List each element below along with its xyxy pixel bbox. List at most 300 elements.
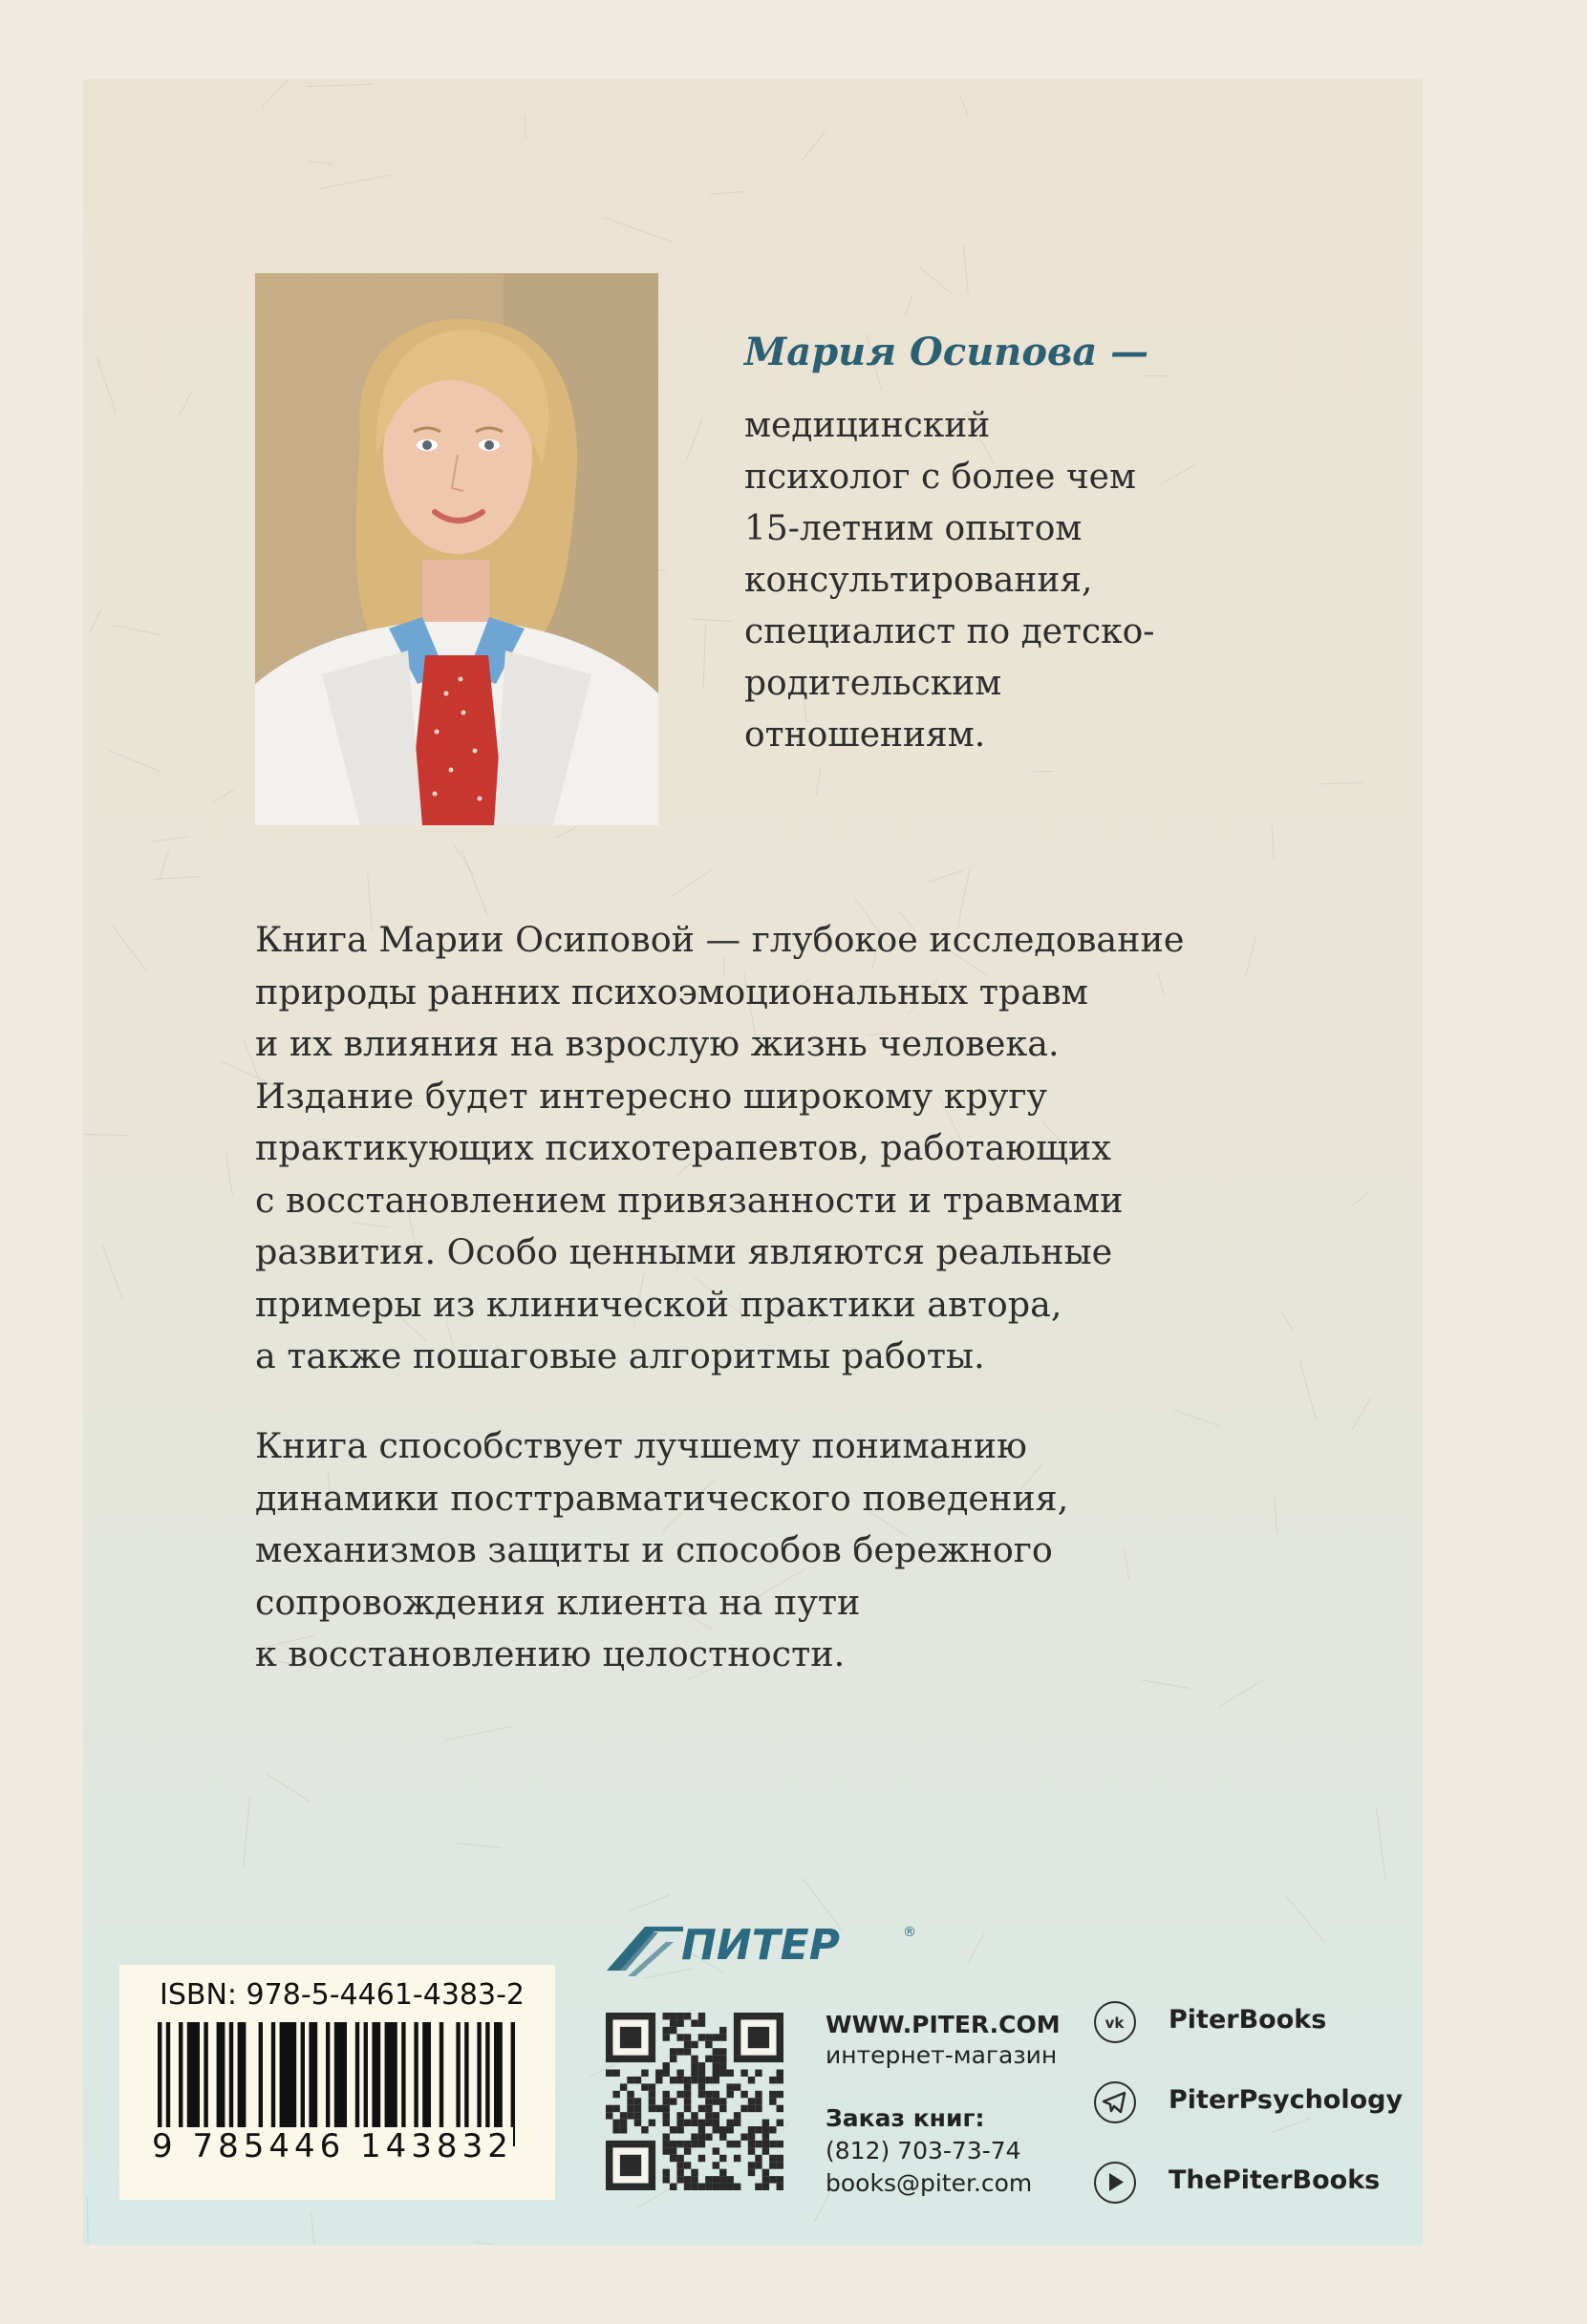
qr-module	[691, 2184, 697, 2190]
qr-module	[719, 2184, 726, 2190]
qr-module	[713, 2162, 719, 2168]
paper-fiber	[151, 836, 190, 842]
paper-fiber	[554, 826, 576, 838]
qr-module	[612, 2120, 619, 2126]
qr-module	[676, 2141, 683, 2147]
qr-module	[705, 2105, 712, 2112]
bio-line: 15-летним опытом	[744, 509, 1083, 548]
paper-fiber	[1142, 375, 1170, 376]
qr-module	[641, 2126, 648, 2133]
qr-module	[698, 2141, 705, 2147]
paper-fiber	[262, 79, 305, 108]
paper-fiber	[109, 750, 160, 772]
qr-module	[769, 2141, 776, 2147]
qr-module	[698, 2184, 705, 2190]
order-label: Заказ книг:	[826, 2104, 985, 2132]
qr-module	[713, 2091, 719, 2098]
qr-module	[663, 2013, 670, 2019]
qr-module	[740, 2105, 747, 2112]
qr-module	[719, 2126, 726, 2133]
paper-fiber	[1376, 1809, 1386, 1881]
qr-module	[691, 2077, 697, 2083]
qr-module	[698, 2019, 705, 2026]
qr-module	[649, 2083, 655, 2090]
qr-module	[691, 2041, 697, 2048]
qr-module	[705, 2120, 712, 2126]
qr-module	[684, 2105, 691, 2112]
text-line: к восстановлению целостности.	[255, 1633, 846, 1674]
qr-module	[676, 2126, 683, 2133]
qr-module	[698, 2091, 705, 2098]
qr-module	[713, 2126, 719, 2133]
paper-fiber	[802, 131, 826, 160]
qr-module	[755, 2098, 761, 2104]
qr-module	[627, 2098, 633, 2104]
qr-module	[663, 2147, 670, 2154]
qr-module	[713, 2077, 719, 2083]
qr-module	[698, 2133, 705, 2140]
text-line: практикующих психотерапевтов, работающих	[255, 1127, 1111, 1168]
paper-fiber	[97, 357, 117, 414]
paper-fiber	[1319, 782, 1362, 784]
qr-module	[713, 2176, 719, 2183]
qr-module	[634, 2077, 641, 2083]
qr-module	[663, 2120, 670, 2126]
qr-module	[777, 2077, 783, 2083]
qr-module	[684, 2013, 691, 2019]
social-youtube-label[interactable]: ThePiterBooks	[1169, 2165, 1381, 2195]
qr-module	[734, 2184, 740, 2190]
qr-module	[762, 2126, 769, 2133]
qr-module	[719, 2176, 726, 2183]
paper-fiber	[1285, 1894, 1325, 1943]
qr-module	[684, 2041, 691, 2048]
paper-fiber	[319, 174, 391, 188]
paper-fiber	[457, 1843, 502, 1848]
qr-module	[777, 2155, 783, 2162]
text-line: природы ранних психоэмоциональных травм	[255, 970, 1088, 1013]
paper-fiber	[244, 1797, 251, 1867]
qr-module	[627, 2077, 633, 2083]
paper-fiber	[918, 267, 952, 294]
text-line: с восстановлением привязанности и травмами	[255, 1179, 1124, 1221]
website-link[interactable]: WWW.PITER.COM	[826, 2011, 1061, 2038]
registered-mark: ®	[903, 1925, 916, 1940]
paper-fiber	[685, 418, 703, 462]
qr-module	[777, 2176, 783, 2183]
youtube-icon[interactable]	[1094, 2162, 1136, 2204]
qr-module	[691, 2141, 697, 2147]
qr-module	[705, 2098, 712, 2104]
qr-module	[691, 2169, 697, 2176]
qr-module	[762, 2184, 769, 2190]
qr-module	[670, 2147, 676, 2154]
qr-module	[762, 2176, 769, 2183]
qr-module	[748, 2098, 755, 2104]
paper-fiber	[672, 868, 714, 897]
qr-module	[634, 2112, 641, 2119]
qr-module	[698, 2034, 705, 2040]
qr-module	[691, 2019, 697, 2026]
qr-module	[713, 2120, 719, 2126]
paper-fiber	[968, 1934, 984, 1963]
qr-module	[734, 2112, 740, 2119]
phone-number[interactable]: (812) 703-73-74	[826, 2137, 1021, 2164]
qr-module	[769, 2162, 776, 2168]
qr-module	[762, 2169, 769, 2176]
bio-line: медицинский	[744, 406, 991, 445]
paper-fiber	[113, 625, 160, 635]
qr-module	[740, 2070, 747, 2077]
paper-fiber	[445, 1726, 512, 1740]
qr-module	[649, 2120, 655, 2126]
qr-module	[620, 2083, 627, 2090]
qr-module	[684, 2141, 691, 2147]
paper-fiber	[225, 1154, 233, 1197]
qr-module	[620, 2120, 627, 2126]
paper-fiber	[311, 2213, 316, 2245]
paper-fiber	[309, 160, 332, 164]
bio-line: специалист по детско-	[744, 612, 1155, 651]
paper-fiber	[102, 1244, 124, 1300]
qr-module	[670, 2141, 676, 2147]
paper-fiber	[928, 870, 962, 883]
qr-module	[777, 2105, 783, 2112]
qr-module	[705, 2034, 712, 2040]
qr-module	[713, 2062, 719, 2069]
qr-module	[748, 2169, 755, 2176]
qr-module	[627, 2112, 633, 2119]
qr-module	[755, 2126, 761, 2133]
qr-module	[691, 2133, 697, 2140]
qr-module	[663, 2098, 670, 2104]
qr-module	[684, 2176, 691, 2183]
qr-module	[740, 2133, 747, 2140]
email-link[interactable]: books@piter.com	[826, 2169, 1033, 2197]
qr-module	[670, 2184, 676, 2190]
qr-module	[748, 2147, 755, 2154]
qr-module	[777, 2141, 783, 2147]
isbn-label: ISBN: 978-5-4461-4383-2	[160, 1978, 525, 2012]
qr-module	[620, 2126, 627, 2133]
qr-module	[762, 2133, 769, 2140]
qr-module	[698, 2120, 705, 2126]
qr-module	[748, 2133, 755, 2140]
social-vk-label[interactable]: PiterBooks	[1169, 2005, 1327, 2035]
qr-module	[676, 2112, 683, 2119]
qr-module	[705, 2133, 712, 2140]
qr-module	[606, 2105, 612, 2112]
qr-module	[634, 2098, 641, 2104]
qr-module	[698, 2013, 705, 2019]
qr-module	[748, 2141, 755, 2147]
qr-module	[755, 2091, 761, 2098]
text-line: Книга способствует лучшему пониманию	[255, 1425, 1027, 1466]
paper-fiber	[629, 1894, 671, 1911]
qr-module	[726, 2070, 733, 2077]
qr-module	[719, 2048, 726, 2055]
qr-module	[691, 2062, 697, 2069]
qr-code[interactable]	[606, 2013, 783, 2190]
qr-module	[713, 2184, 719, 2190]
qr-module	[755, 2162, 761, 2168]
qr-module	[762, 2141, 769, 2147]
qr-module	[676, 2120, 683, 2126]
social-telegram-label[interactable]: PiterPsychology	[1169, 2085, 1404, 2115]
qr-module	[726, 2126, 733, 2133]
qr-module	[705, 2184, 712, 2190]
qr-module	[777, 2184, 783, 2190]
qr-module	[748, 2162, 755, 2168]
paper-fiber	[904, 294, 913, 317]
qr-module	[627, 2105, 633, 2112]
qr-module	[663, 2169, 670, 2176]
text-line: Книга Марии Осиповой — глубокое исследование	[255, 919, 1185, 960]
qr-module	[634, 2120, 641, 2126]
paper-fiber	[461, 849, 488, 916]
barcode-block	[119, 1965, 555, 2200]
qr-module	[676, 2176, 683, 2183]
paper-fiber	[1219, 1679, 1264, 1707]
bio-line: консультирования,	[744, 561, 1093, 600]
text-line: и их влияния на взрослую жизнь человека.	[255, 1023, 1060, 1064]
qr-module	[762, 2147, 769, 2154]
paper-fiber	[268, 1774, 311, 1802]
text-line: динамики посттравматического поведения,	[255, 1477, 1069, 1519]
qr-module	[762, 2120, 769, 2126]
paper-fiber	[1272, 825, 1274, 859]
telegram-icon[interactable]	[1094, 2081, 1136, 2123]
qr-module	[705, 2091, 712, 2098]
qr-module	[670, 2056, 676, 2062]
qr-module	[655, 2070, 662, 2077]
qr-module	[719, 2027, 726, 2034]
qr-module	[705, 2112, 712, 2119]
qr-module	[684, 2083, 691, 2090]
qr-module	[698, 2155, 705, 2162]
qr-module	[663, 2034, 670, 2040]
qr-module	[698, 2126, 705, 2133]
qr-module	[627, 2091, 633, 2098]
text-line: а также пошаговые алгоритмы работы.	[255, 1335, 985, 1376]
qr-module	[734, 2120, 740, 2126]
qr-module	[676, 2155, 683, 2162]
qr-module	[670, 2098, 676, 2104]
qr-module	[612, 2126, 619, 2133]
qr-module	[726, 2091, 733, 2098]
qr-module	[769, 2077, 776, 2083]
qr-module	[612, 2105, 619, 2112]
qr-module	[777, 2120, 783, 2126]
qr-module	[684, 2098, 691, 2104]
qr-module	[713, 2056, 719, 2062]
qr-module	[755, 2184, 761, 2190]
qr-module	[726, 2120, 733, 2126]
paper-fiber	[212, 789, 234, 802]
paper-fiber	[691, 618, 733, 622]
qr-module	[606, 2112, 612, 2119]
qr-module	[719, 2105, 726, 2112]
paper-fiber	[525, 117, 526, 139]
qr-module	[670, 2126, 676, 2133]
qr-module	[719, 2034, 726, 2040]
book-back-cover	[83, 79, 1423, 2245]
qr-module	[769, 2126, 776, 2133]
qr-module	[676, 2048, 683, 2055]
paper-fiber	[816, 767, 821, 795]
qr-module	[755, 2155, 761, 2162]
qr-module	[748, 2077, 755, 2083]
website-caption: интернет-магазин	[826, 2041, 1058, 2069]
qr-module	[684, 2048, 691, 2055]
text-line: сопровождения клиента на пути	[255, 1581, 861, 1623]
paper-fiber	[83, 1134, 129, 1136]
paper-fiber	[112, 925, 148, 971]
author-name: Мария Осипова —	[744, 330, 1149, 374]
qr-module	[698, 2070, 705, 2077]
qr-module	[663, 2141, 670, 2147]
qr-module	[676, 2034, 683, 2040]
qr-module	[740, 2091, 747, 2098]
qr-module	[769, 2091, 776, 2098]
qr-module	[684, 2091, 691, 2098]
qr-module	[655, 2077, 662, 2083]
qr-module	[676, 2162, 683, 2168]
paper-fiber	[87, 2198, 89, 2245]
qr-finder-center	[620, 2027, 641, 2048]
qr-module	[748, 2126, 755, 2133]
qr-module	[676, 2169, 683, 2176]
qr-module	[663, 2070, 670, 2077]
qr-module	[670, 2027, 676, 2034]
qr-module	[684, 2120, 691, 2126]
description-paragraph-1	[255, 914, 1383, 1383]
qr-module	[777, 2091, 783, 2098]
qr-module	[670, 2019, 676, 2026]
paper-fiber	[710, 191, 745, 195]
text-line: Издание будет интересно широкому кругу	[255, 1075, 1048, 1117]
qr-module	[777, 2162, 783, 2168]
ean-digits: 9 785446 143832	[152, 2127, 513, 2165]
paper-fiber	[307, 83, 374, 86]
qr-module	[748, 2105, 755, 2112]
bio-line: психолог с более чем	[744, 458, 1136, 497]
qr-module	[684, 2162, 691, 2168]
qr-module	[663, 2027, 670, 2034]
qr-module	[713, 2098, 719, 2104]
paper-fiber	[159, 849, 169, 881]
qr-module	[719, 2169, 726, 2176]
qr-module	[713, 2034, 719, 2040]
qr-module	[663, 2176, 670, 2183]
qr-module	[670, 2013, 676, 2019]
qr-module	[620, 2112, 627, 2119]
vk-icon[interactable]	[1094, 2001, 1136, 2043]
qr-module	[705, 2176, 712, 2183]
bio-line: родительским	[744, 664, 1002, 703]
author-bio	[744, 400, 1241, 761]
qr-finder-center	[748, 2027, 769, 2048]
paper-fiber	[1271, 2119, 1310, 2133]
logo-text: ПИТЕР	[681, 1921, 840, 1970]
qr-module	[698, 2062, 705, 2069]
qr-module	[713, 2147, 719, 2154]
paper-fiber	[88, 610, 100, 634]
qr-module	[663, 2112, 670, 2119]
author-photo	[255, 273, 658, 825]
qr-module	[698, 2077, 705, 2083]
qr-module	[769, 2155, 776, 2162]
text-line: развития. Особо ценными являются реальные	[255, 1231, 1113, 1272]
qr-module	[719, 2098, 726, 2104]
qr-module	[670, 2077, 676, 2083]
qr-module	[713, 2112, 719, 2119]
paper-fiber	[702, 624, 705, 688]
paper-fiber	[602, 217, 673, 243]
qr-module	[719, 2133, 726, 2140]
qr-module	[663, 2133, 670, 2140]
qr-module	[734, 2141, 740, 2147]
paper-fiber	[478, 2242, 498, 2245]
qr-module	[641, 2083, 648, 2090]
qr-module	[698, 2105, 705, 2112]
qr-module	[612, 2070, 619, 2077]
qr-module	[777, 2070, 783, 2077]
qr-module	[769, 2098, 776, 2104]
qr-module	[698, 2083, 705, 2090]
qr-module	[726, 2141, 733, 2147]
qr-module	[734, 2083, 740, 2090]
qr-module	[684, 2184, 691, 2190]
text-line: механизмов защиты и способов бережного	[255, 1529, 1053, 1570]
qr-module	[726, 2184, 733, 2190]
qr-module	[606, 2070, 612, 2077]
qr-module	[663, 2091, 670, 2098]
qr-module	[691, 2070, 697, 2077]
qr-module	[691, 2120, 697, 2126]
qr-module	[655, 2105, 662, 2112]
qr-module	[676, 2019, 683, 2026]
qr-module	[755, 2105, 761, 2112]
paper-fiber	[1034, 771, 1055, 772]
description-paragraph-2	[255, 1420, 1383, 1681]
qr-module	[641, 2070, 648, 2077]
paper-fiber	[179, 391, 193, 416]
text-line: примеры из клинической практики автора,	[255, 1283, 1062, 1325]
qr-module	[705, 2041, 712, 2048]
qr-module	[684, 2077, 691, 2083]
qr-module	[705, 2077, 712, 2083]
qr-module	[691, 2056, 697, 2062]
qr-module	[691, 2112, 697, 2119]
qr-module	[676, 2077, 683, 2083]
qr-module	[726, 2083, 733, 2090]
qr-module	[755, 2141, 761, 2147]
qr-module	[649, 2091, 655, 2098]
qr-module	[670, 2155, 676, 2162]
qr-module	[713, 2070, 719, 2077]
qr-module	[713, 2048, 719, 2055]
qr-module	[705, 2056, 712, 2062]
paper-fiber	[963, 245, 969, 293]
qr-module	[676, 2091, 683, 2098]
qr-module	[684, 2034, 691, 2040]
qr-module	[649, 2105, 655, 2112]
qr-module	[726, 2176, 733, 2183]
piter-logo	[599, 1913, 924, 1994]
qr-module	[676, 2013, 683, 2019]
paper-fiber	[959, 96, 969, 116]
